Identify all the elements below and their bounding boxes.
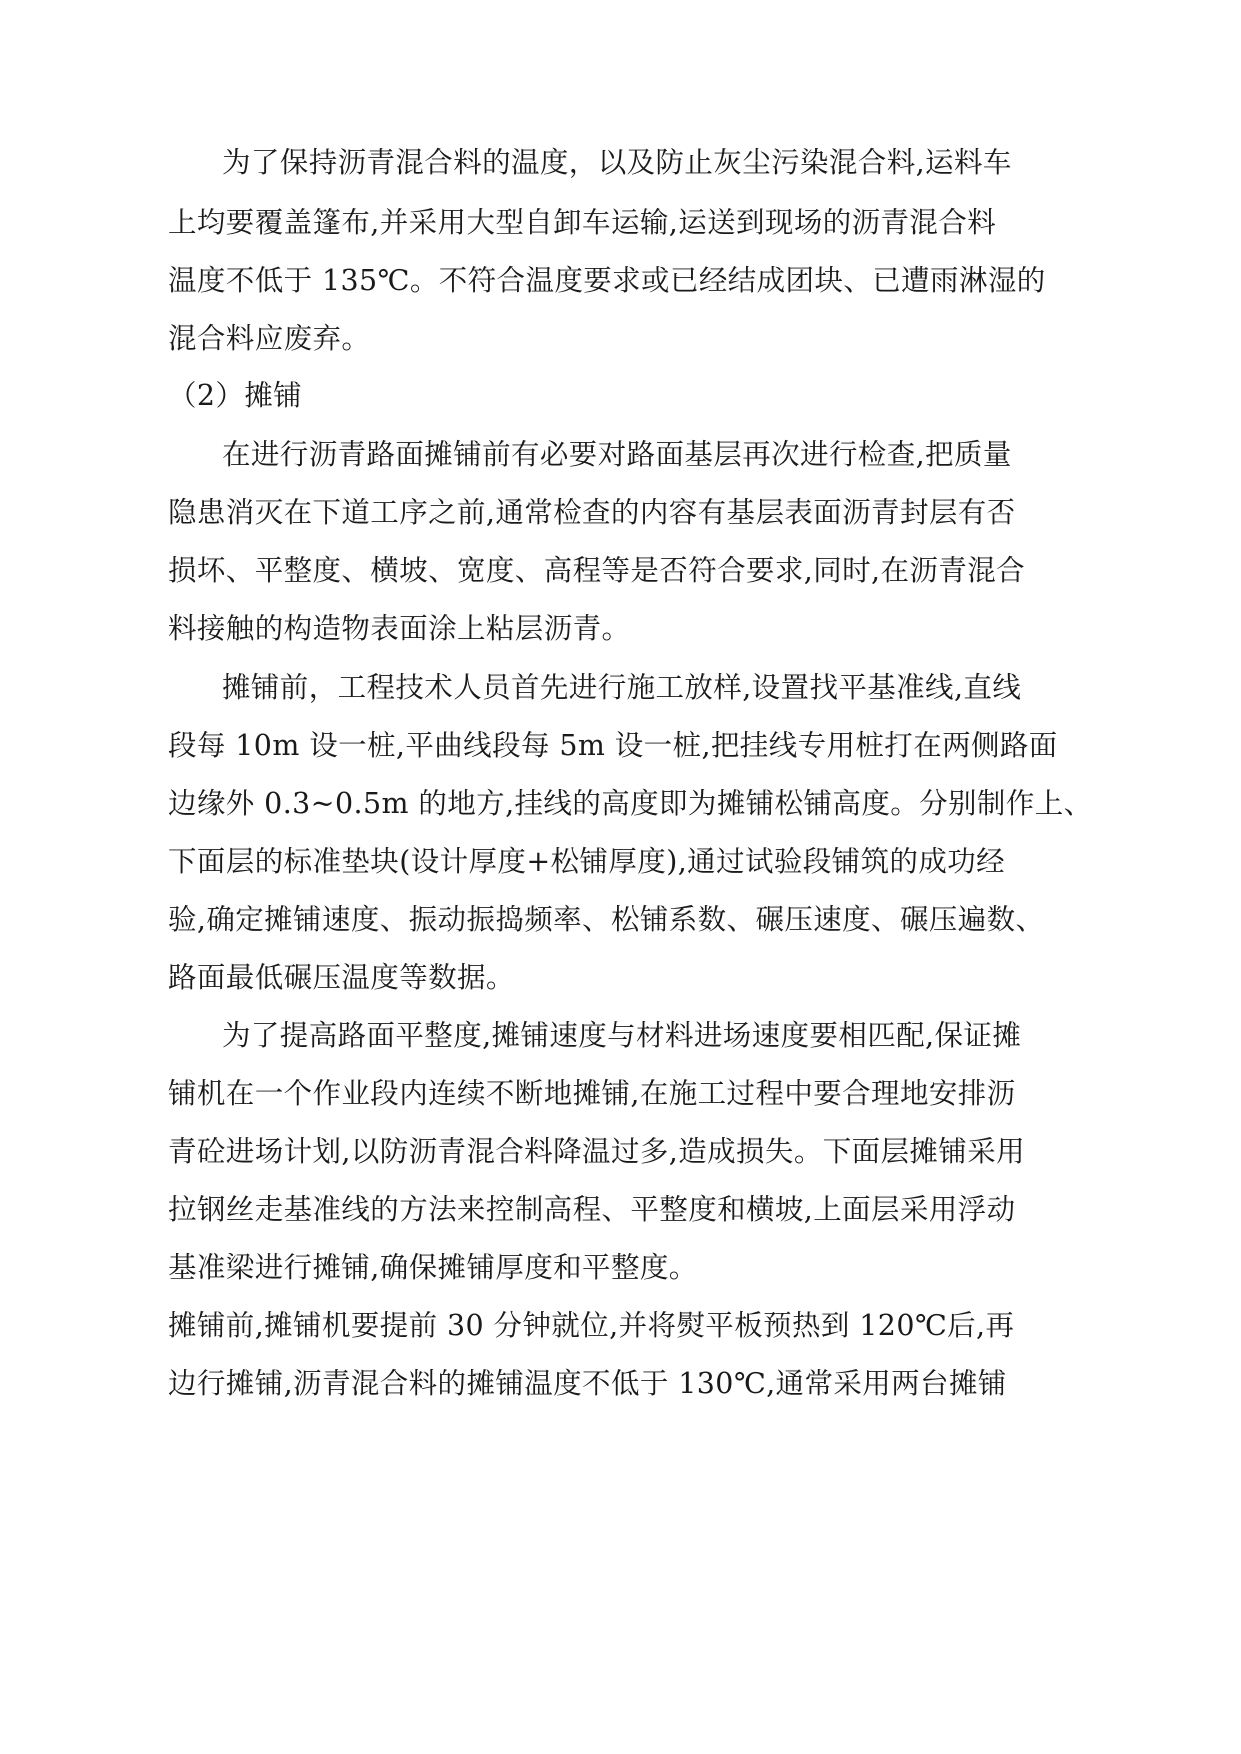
- paragraph-line: 边缘外 0.3~0.5m 的地方,挂线的高度即为摊铺松铺高度。分别制作上、: [168, 787, 1093, 820]
- paragraph-line: 边行摊铺,沥青混合料的摊铺温度不低于 130℃,通常采用两台摊铺: [168, 1367, 1007, 1400]
- paragraph-line: 段每 10m 设一桩,平曲线段每 5m 设一桩,把挂线专用桩打在两侧路面: [168, 729, 1058, 762]
- paragraph-line: 料接触的构造物表面涂上粘层沥青。: [168, 612, 631, 645]
- paragraph-line: 下面层的标准垫块(设计厚度+松铺厚度),通过试验段铺筑的成功经: [168, 845, 1006, 878]
- paragraph-line: 在进行沥青路面摊铺前有必要对路面基层再次进行检查,把质量: [222, 438, 1012, 471]
- section-heading: （2）摊铺: [168, 379, 303, 412]
- paragraph-line: 摊铺前,摊铺机要提前 30 分钟就位,并将熨平板预热到 120℃后,再: [168, 1309, 1015, 1342]
- paragraph-line: 混合料应废弃。: [168, 322, 371, 355]
- paragraph-line: 路面最低碾压温度等数据。: [168, 961, 515, 994]
- paragraph-line: 为了提高路面平整度,摊铺速度与材料进场速度要相匹配,保证摊: [222, 1019, 1022, 1052]
- paragraph-line: 上均要覆盖篷布,并采用大型自卸车运输,运送到现场的沥青混合料: [168, 206, 997, 239]
- paragraph-line: 基准梁进行摊铺,确保摊铺厚度和平整度。: [168, 1251, 698, 1284]
- paragraph-line: 温度不低于 135℃。不符合温度要求或已经结成团块、已遭雨淋湿的: [168, 264, 1046, 297]
- paragraph-line: 验,确定摊铺速度、振动振捣频率、松铺系数、碾压速度、碾压遍数、: [168, 903, 1045, 936]
- paragraph-line: 青砼进场计划,以防沥青混合料降温过多,造成损失。下面层摊铺采用: [168, 1135, 1026, 1168]
- paragraph-line: 拉钢丝走基准线的方法来控制高程、平整度和横坡,上面层采用浮动: [168, 1193, 1016, 1226]
- paragraph-line: 隐患消灭在下道工序之前,通常检查的内容有基层表面沥青封层有否: [168, 496, 1016, 529]
- paragraph-line: 损坏、平整度、横坡、宽度、高程等是否符合要求,同时,在沥青混合: [168, 554, 1026, 587]
- paragraph-line: 为了保持沥青混合料的温度，以及防止灰尘污染混合料,运料车: [222, 146, 1012, 179]
- paragraph-line: 铺机在一个作业段内连续不断地摊铺,在施工过程中要合理地安排沥: [168, 1077, 1016, 1110]
- paragraph-line: 摊铺前，工程技术人员首先进行施工放样,设置找平基准线,直线: [222, 671, 1022, 704]
